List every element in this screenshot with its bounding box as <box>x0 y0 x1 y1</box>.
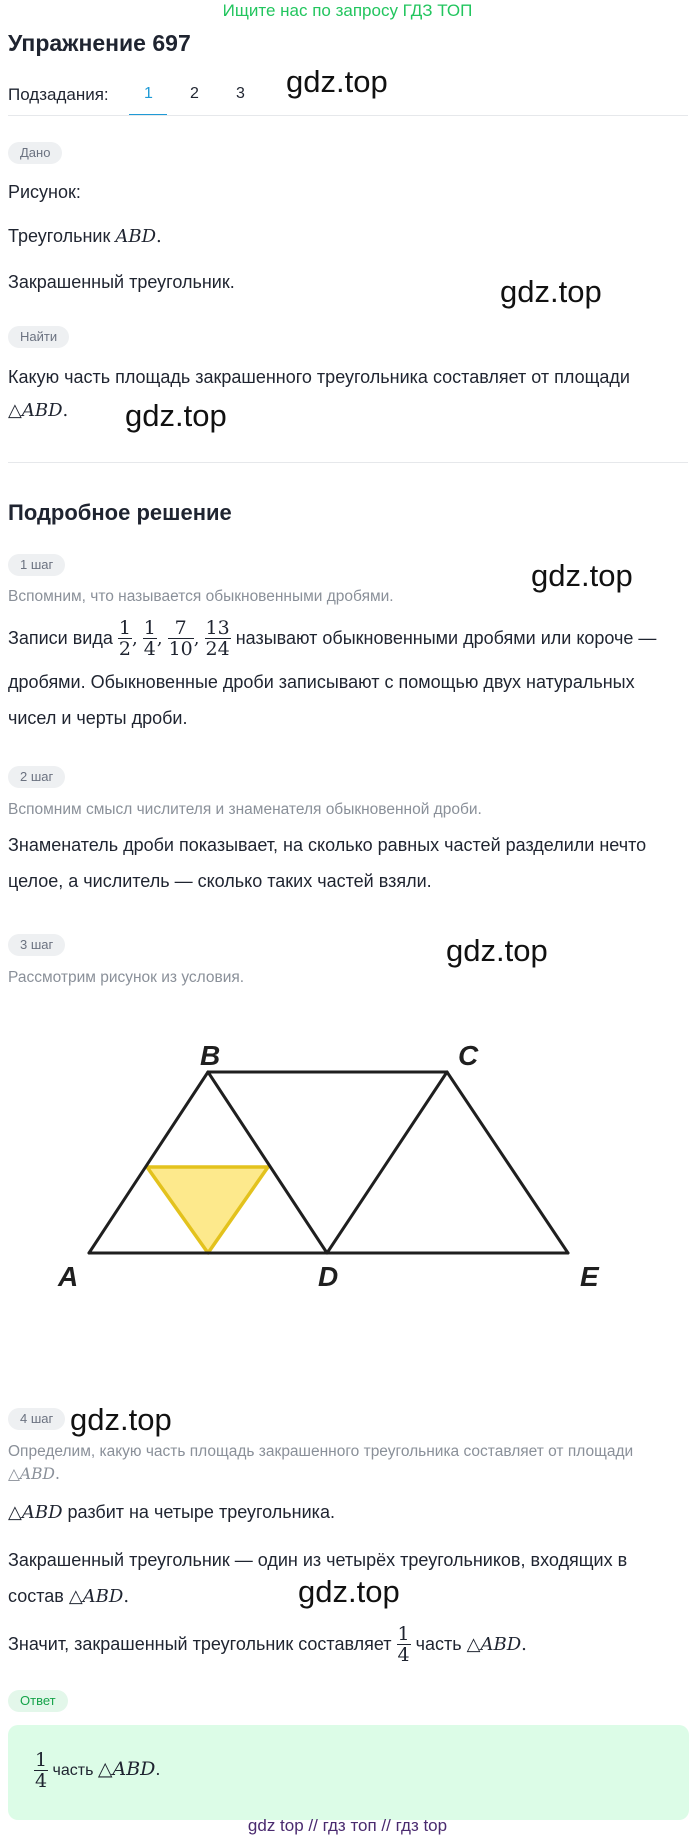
segment-dc <box>327 1072 447 1253</box>
watermark: gdz.top <box>531 558 633 593</box>
step-4-sentence-1: △ABD разбит на четыре треугольника. <box>8 1502 335 1523</box>
given-chip: Дано <box>8 142 62 164</box>
tab-subtask-3[interactable]: 3 <box>236 85 245 102</box>
fraction: $\frac{1}{2}$ <box>118 617 131 661</box>
step-1-suffix: называют обыкновенными дробями или короче — <box>235 628 657 648</box>
fraction: $\frac{1}{4}$ <box>397 1623 410 1667</box>
watermark: gdz.top <box>70 1402 172 1437</box>
fraction: $\frac{13}{24}$ <box>205 617 230 661</box>
given-line-3: Закрашенный треугольник. <box>8 272 235 292</box>
find-line-2-end: . <box>62 400 69 421</box>
step-1-chip: 1 шаг <box>8 554 65 576</box>
watermark: gdz.top <box>125 398 227 433</box>
geometry-figure <box>0 1020 695 1320</box>
find-line-2-math: △ABD <box>8 400 63 421</box>
step-1-line-3: чисел и черты дроби. <box>8 708 188 728</box>
label-b: B <box>200 1040 221 1071</box>
find-line-2 <box>8 398 68 423</box>
step-1-line-1: Записи вида $\frac{1}{2}$ , $\frac{1}{4}$ , $\frac{7}{10}$ , $\frac{13}{24}$ называют обыкновенными дробями или короче — <box>8 617 657 661</box>
step-3-chip: 3 шаг <box>8 934 65 956</box>
step-2-line-2: целое, а числитель — сколько таких частей взяли. <box>8 871 432 891</box>
find-line-1: Какую часть площадь закрашенного треугольника составляет от площади <box>8 367 630 387</box>
step-1-hint: Вспомним, что называется обыкновенными дробями. <box>8 588 394 605</box>
step-1-prefix: Записи вида <box>8 628 113 648</box>
watermark: gdz.top <box>298 1574 400 1609</box>
answer-text: $\frac{1}{4}$ часть △ABD. <box>35 1748 161 1792</box>
watermark: gdz.top <box>286 64 388 99</box>
label-a: A <box>58 1261 79 1292</box>
solution-title: Подробное решение <box>8 500 232 525</box>
fraction: $\frac{1}{4}$ <box>143 617 156 661</box>
given-line-2-end: . <box>156 226 162 247</box>
step-4-sentence-3: Значит, закрашенный треугольник составляет $\frac{1}{4}$ часть △ABD. <box>8 1623 527 1667</box>
step-4-hint-line-1: Определим, какую часть площадь закрашенного треугольника составляет от площади <box>8 1443 634 1460</box>
segment-ce <box>447 1072 568 1253</box>
label-c: C <box>458 1040 479 1071</box>
tab-subtask-1[interactable]: 1 <box>144 85 153 102</box>
watermark: gdz.top <box>500 274 602 309</box>
footer-links[interactable]: gdz top // гдз топ // гдз top <box>247 1816 448 1835</box>
answer-chip: Ответ <box>8 1690 68 1712</box>
divider <box>8 462 688 463</box>
step-3-hint: Рассмотрим рисунок из условия. <box>8 969 245 986</box>
fraction: $\frac{7}{10}$ <box>168 617 193 661</box>
step-4-chip: 4 шаг <box>8 1408 65 1430</box>
page-title: Упражнение 697 <box>8 30 191 56</box>
given-line-1: Рисунок: <box>8 182 81 202</box>
label-d: D <box>318 1261 339 1292</box>
given-line-2 <box>8 224 162 249</box>
step-2-line-1: Знаменатель дроби показывает, на сколько равных частей разделили нечто <box>8 835 647 855</box>
search-banner: Ищите нас по запросу ГДЗ ТОП <box>222 1 473 20</box>
step-4-hint-line-2: △ABD. <box>8 1465 60 1483</box>
step-4-sentence-2-line-1: Закрашенный треугольник — один из четырёх треугольников, входящих в <box>8 1550 628 1570</box>
step-4-sentence-2-line-2: состав △ABD. <box>8 1586 130 1607</box>
divider <box>8 115 688 116</box>
subtasks-label: Подзадания: <box>8 85 109 104</box>
shaded-triangle <box>147 1167 268 1253</box>
fraction: $\frac{1}{4}$ <box>35 1748 48 1792</box>
find-chip: Найти <box>8 326 69 348</box>
label-e: E <box>580 1261 599 1292</box>
given-line-2-math: ABD <box>115 226 157 247</box>
step-2-chip: 2 шаг <box>8 766 65 788</box>
step-2-hint: Вспомним смысл числителя и знаменателя обыкновенной дроби. <box>8 801 482 818</box>
given-line-2-text: Треугольник <box>8 226 116 246</box>
watermark: gdz.top <box>446 933 548 968</box>
step-1-line-2: дробями. Обыкновенные дроби записывают с помощью двух натуральных <box>8 672 635 692</box>
tab-subtask-2[interactable]: 2 <box>190 85 199 102</box>
